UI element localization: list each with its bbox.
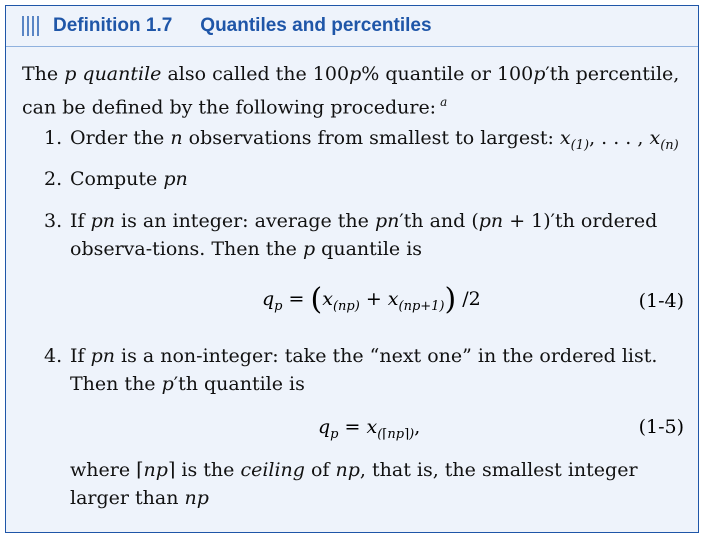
header-divider — [6, 46, 698, 47]
closing-paragraph: where ⌈np⌉ is the ceiling of np, that is, the smallest integer larger than np — [70, 459, 638, 509]
step-number: 4. — [44, 345, 63, 367]
step-number: 3. — [44, 210, 63, 232]
equation-1-5: $q_p = x_{(⌈np⌉)}$, — [318, 416, 421, 442]
definition-header — [6, 6, 698, 46]
equation-label: (1-4) — [638, 290, 684, 312]
bars-icon — [22, 16, 39, 36]
equation-label: (1-5) — [638, 416, 684, 438]
equation-1-4: $q_p = (x_{(np)} + x_{(np+1)})$ /2 — [262, 282, 481, 317]
footnote-marker: a — [440, 95, 448, 109]
intro-paragraph: The p quantile also called the 100p% quantile or 100p′th percentile, can be defined by the following procedure: $^a$ — [22, 63, 680, 119]
step-number: 1. — [44, 127, 63, 149]
definition-title: Quantiles and percentiles — [200, 15, 432, 36]
definition-label: Definition 1.7 — [53, 15, 173, 36]
step-number: 2. — [44, 168, 63, 190]
definition-box: Definition 1.7 Quantiles and percentiles The p quantile also called the 100p% quantile or 100p′th percentile, can be defined by the following procedure: $^a$ 1. Order the n observations from smallest to largest: $x_{(1)}$, . . . , $x_{(n)}$ 2. Compute pn 3. If pn is an integer: average the pn′th and (pn + 1)′th ordered observa-tions. Then the p quantile is $q_p = (x_{(np)} + x_{(np+1)})$ /2 (1-4) 4. If pn is a non-integer: take the “next one” in the ordered list. Then the p′th quantile is $q_p = x_{(⌈np⌉)}$, (1-5) where ⌈np⌉ is the ceiling of np, that is, the smallest integer larger than np — [5, 5, 699, 533]
